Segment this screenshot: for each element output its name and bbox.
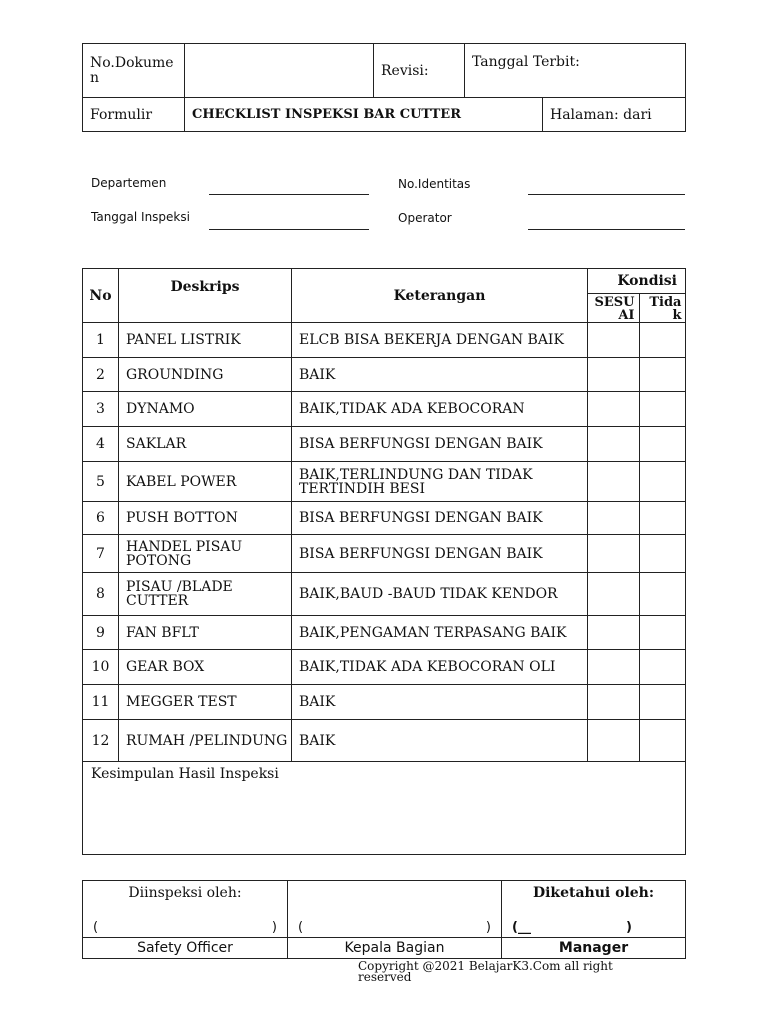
col-header-condition-text: Kondisi <box>617 273 677 289</box>
row-ok-checkbox[interactable] <box>588 650 640 685</box>
page-label-cell <box>543 98 686 132</box>
col-header-notok <box>640 294 686 323</box>
row-note: BAIK <box>292 358 588 392</box>
checklist-row <box>83 720 686 762</box>
department-label: Departemen <box>91 176 167 190</box>
row-description: RUMAH /PELINDUNG <box>119 720 292 762</box>
operator-label: Operator <box>398 211 452 225</box>
checklist-row <box>83 427 686 462</box>
row-description: GEAR BOX <box>119 650 292 685</box>
row-description: MEGGER TEST <box>119 685 292 720</box>
role-manager: Manager <box>502 938 686 959</box>
row-number: 9 <box>83 616 119 650</box>
row-description: PISAU /BLADE CUTTER <box>119 573 292 616</box>
manager-paren-close: ) <box>626 920 632 935</box>
row-note: BAIK,TIDAK ADA KEBOCORAN OLI <box>292 650 588 685</box>
inspector-paren-close: ) <box>271 920 277 935</box>
form-label: Formulir <box>90 106 153 123</box>
col-header-ok-text: SESUAI <box>594 295 635 323</box>
row-notok-checkbox[interactable] <box>640 392 686 427</box>
row-notok-checkbox[interactable] <box>640 685 686 720</box>
role-safety-officer: Safety Officer <box>83 938 288 959</box>
row-ok-checkbox[interactable] <box>588 573 640 616</box>
row-ok-checkbox[interactable] <box>588 535 640 573</box>
doc-number-value-cell[interactable] <box>185 44 374 98</box>
inspection-date-field[interactable] <box>209 229 369 230</box>
copyright-text: Copyright @2021 BelajarK3.Com all right reserved <box>358 959 613 984</box>
col-header-no-text: No <box>89 287 112 304</box>
inspected-by-label: Diinspeksi oleh: <box>128 885 242 901</box>
row-note: BAIK,PENGAMAN TERPASANG BAIK <box>292 616 588 650</box>
checklist-row <box>83 392 686 427</box>
conclusion-label: Kesimpulan Hasil Inspeksi <box>91 766 279 782</box>
row-note: BAIK,TIDAK ADA KEBOCORAN <box>292 392 588 427</box>
page-label: Halaman: dari <box>550 106 652 123</box>
col-header-no <box>83 269 119 323</box>
row-number: 10 <box>83 650 119 685</box>
row-number: 5 <box>83 462 119 502</box>
form-title: CHECKLIST INSPEKSI BAR CUTTER <box>192 107 462 122</box>
row-notok-checkbox[interactable] <box>640 502 686 535</box>
row-description: PANEL LISTRIK <box>119 323 292 358</box>
checklist-row <box>83 323 686 358</box>
inspector-signature-cell[interactable] <box>83 881 288 938</box>
row-number: 2 <box>83 358 119 392</box>
manager-signature-cell[interactable] <box>502 881 686 938</box>
revision-label-cell <box>374 44 465 98</box>
manager-paren-open: (__ <box>512 920 531 935</box>
checklist-row <box>83 616 686 650</box>
doc-number-label-cell <box>83 44 185 98</box>
checklist-row <box>83 502 686 535</box>
col-header-desc <box>119 269 292 323</box>
form-title-cell <box>185 98 543 132</box>
conclusion-row <box>83 762 686 855</box>
row-note: BISA BERFUNGSI DENGAN BAIK <box>292 502 588 535</box>
inspection-date-label: Tanggal Inspeksi <box>91 210 190 224</box>
row-notok-checkbox[interactable] <box>640 358 686 392</box>
row-note: BAIK <box>292 720 588 762</box>
row-notok-checkbox[interactable] <box>640 323 686 358</box>
revision-label: Revisi: <box>381 62 429 79</box>
head-paren-close: ) <box>485 920 491 935</box>
checklist-row <box>83 358 686 392</box>
row-number: 11 <box>83 685 119 720</box>
department-field[interactable] <box>209 194 369 195</box>
col-header-ok <box>588 294 640 323</box>
row-note: BISA BERFUNGSI DENGAN BAIK <box>292 427 588 462</box>
head-signature-cell[interactable] <box>288 881 502 938</box>
row-ok-checkbox[interactable] <box>588 323 640 358</box>
row-notok-checkbox[interactable] <box>640 573 686 616</box>
row-number: 1 <box>83 323 119 358</box>
checklist-row <box>83 462 686 502</box>
row-description: HANDEL PISAU POTONG <box>119 535 292 573</box>
row-notok-checkbox[interactable] <box>640 720 686 762</box>
row-number: 4 <box>83 427 119 462</box>
checklist-row <box>83 685 686 720</box>
row-notok-checkbox[interactable] <box>640 462 686 502</box>
row-ok-checkbox[interactable] <box>588 502 640 535</box>
row-notok-checkbox[interactable] <box>640 650 686 685</box>
checklist-row <box>83 535 686 573</box>
row-note: BAIK,BAUD -BAUD TIDAK KENDOR <box>292 573 588 616</box>
checklist-row <box>83 650 686 685</box>
row-ok-checkbox[interactable] <box>588 462 640 502</box>
row-ok-checkbox[interactable] <box>588 685 640 720</box>
row-ok-checkbox[interactable] <box>588 358 640 392</box>
row-number: 3 <box>83 392 119 427</box>
col-header-condition <box>588 269 686 294</box>
row-number: 6 <box>83 502 119 535</box>
issue-date-cell[interactable] <box>465 44 686 98</box>
row-description: DYNAMO <box>119 392 292 427</box>
row-note: ELCB BISA BEKERJA DENGAN BAIK <box>292 323 588 358</box>
role-department-head: Kepala Bagian <box>288 938 502 959</box>
row-description: GROUNDING <box>119 358 292 392</box>
row-description: SAKLAR <box>119 427 292 462</box>
inspector-paren-open: ( <box>93 920 99 935</box>
row-notok-checkbox[interactable] <box>640 616 686 650</box>
col-header-desc-text: Deskrips <box>170 279 240 295</box>
signature-table <box>82 880 686 959</box>
col-header-note <box>292 269 588 323</box>
row-number: 12 <box>83 720 119 762</box>
row-number: 8 <box>83 573 119 616</box>
checklist-row <box>83 573 686 616</box>
head-paren-open: ( <box>298 920 304 935</box>
row-ok-checkbox[interactable] <box>588 392 640 427</box>
row-notok-checkbox[interactable] <box>640 535 686 573</box>
acknowledged-by-label: Diketahui oleh: <box>532 885 655 901</box>
form-label-cell <box>83 98 185 132</box>
col-header-note-text: Keterangan <box>393 287 486 304</box>
col-header-notok-text: Tidak <box>649 295 682 323</box>
row-ok-checkbox[interactable] <box>588 720 640 762</box>
row-ok-checkbox[interactable] <box>588 616 640 650</box>
row-note: BAIK,TERLINDUNG DAN TIDAK TERTINDIH BESI <box>292 462 588 502</box>
doc-number-label: No.Dokumen <box>90 54 174 86</box>
conclusion-field[interactable] <box>83 762 686 855</box>
document-header-table <box>82 43 686 132</box>
issue-date-label: Tanggal Terbit: <box>472 54 580 70</box>
row-description: KABEL POWER <box>119 462 292 502</box>
checklist-table <box>82 268 686 855</box>
row-note: BISA BERFUNGSI DENGAN BAIK <box>292 535 588 573</box>
row-note: BAIK <box>292 685 588 720</box>
row-description: PUSH BOTTON <box>119 502 292 535</box>
row-description: FAN BFLT <box>119 616 292 650</box>
id-number-field[interactable] <box>528 194 685 195</box>
operator-field[interactable] <box>528 229 685 230</box>
row-notok-checkbox[interactable] <box>640 427 686 462</box>
row-number: 7 <box>83 535 119 573</box>
row-ok-checkbox[interactable] <box>588 427 640 462</box>
id-number-label: No.Identitas <box>398 177 471 191</box>
